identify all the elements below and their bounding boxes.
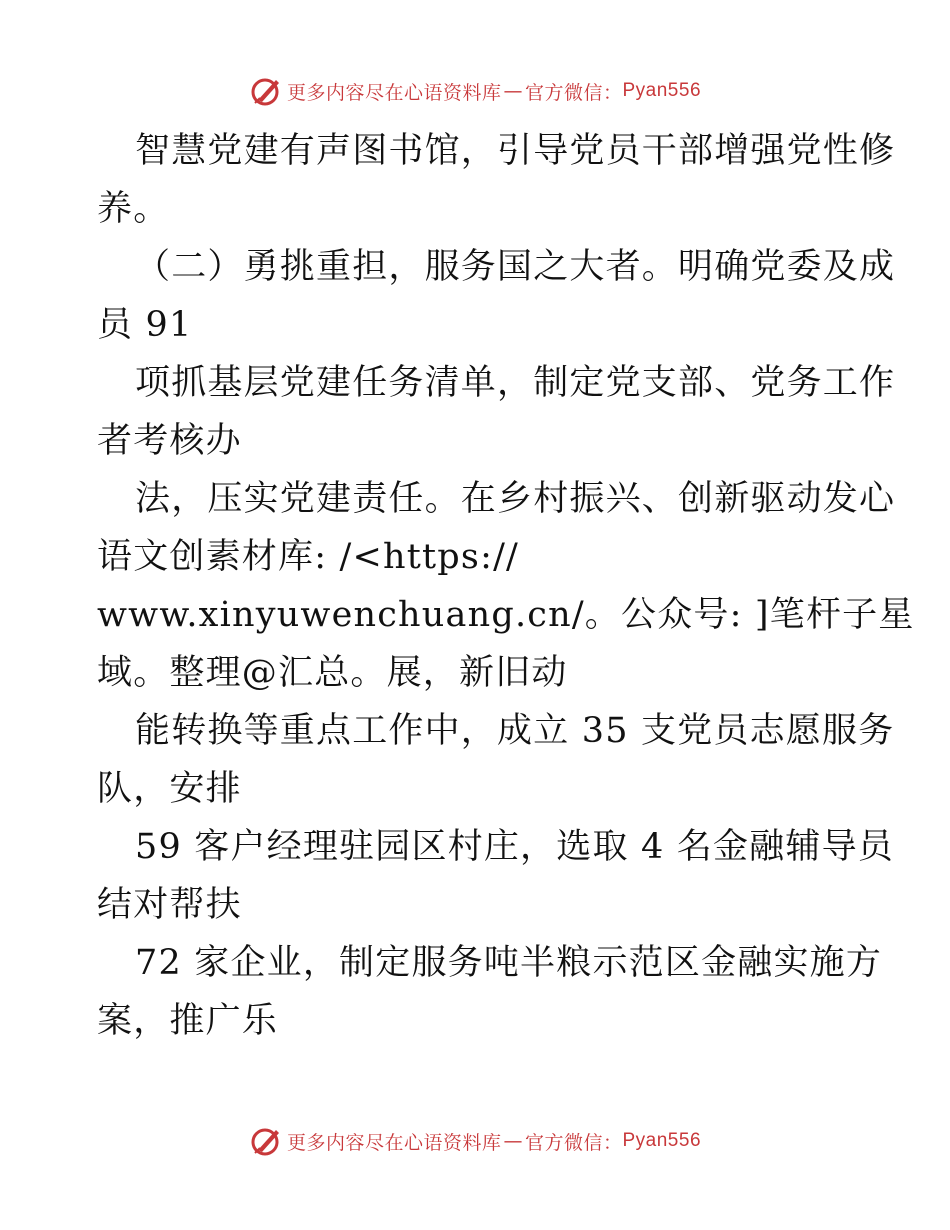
paragraph-line: 员 91 — [97, 305, 193, 345]
paragraph-line: www.xinyuwenchuang.cn/。公众号: ]笔杆子星 — [97, 595, 915, 635]
paragraph-line: （二）勇挑重担，服务国之大者。明确党委及成 — [135, 247, 896, 287]
paragraph-line: 结对帮扶 — [97, 885, 242, 925]
paragraph-line: 项抓基层党建任务清单，制定党支部、党务工作 — [135, 363, 896, 403]
watermark-id: Pyan556 — [622, 1130, 702, 1151]
watermark-label: 官方微信： — [524, 1131, 623, 1154]
paragraph-line: 案，推广乐 — [97, 1001, 279, 1041]
document-body — [97, 122, 915, 1050]
paragraph-line: 59 客户经理驻园区村庄，选取 4 名金融辅导员 — [135, 827, 894, 867]
watermark-id: Pyan556 — [622, 80, 702, 101]
paragraph-line: 队，安排 — [97, 769, 242, 809]
watermark-separator: — — [503, 1130, 523, 1152]
paragraph-line: 72 家企业，制定服务吨半粮示范区金融实施方 — [135, 943, 883, 983]
paragraph-line: 语文创素材库: /<https:// — [97, 537, 520, 577]
paragraph-line: 养。 — [97, 189, 170, 229]
watermark-footer — [0, 1124, 950, 1158]
paragraph-line: 者考核办 — [97, 421, 242, 461]
watermark-text: 更多内容尽在心语资料库 — [286, 1131, 502, 1154]
paragraph-line: 法，压实党建责任。在乡村振兴、创新驱动发心 — [135, 479, 896, 519]
quill-logo-icon — [249, 1124, 283, 1158]
watermark-separator: — — [503, 80, 523, 102]
paragraph-line: 域。整理@汇总。展，新旧动 — [97, 653, 568, 693]
watermark-label: 官方微信： — [524, 81, 623, 104]
paragraph-line: 能转换等重点工作中，成立 35 支党员志愿服务 — [135, 711, 895, 751]
paragraph-line: 智慧党建有声图书馆，引导党员干部增强党性修 — [135, 131, 896, 171]
quill-logo-icon — [249, 74, 283, 108]
watermark-header — [0, 74, 950, 108]
watermark-text: 更多内容尽在心语资料库 — [286, 81, 502, 104]
